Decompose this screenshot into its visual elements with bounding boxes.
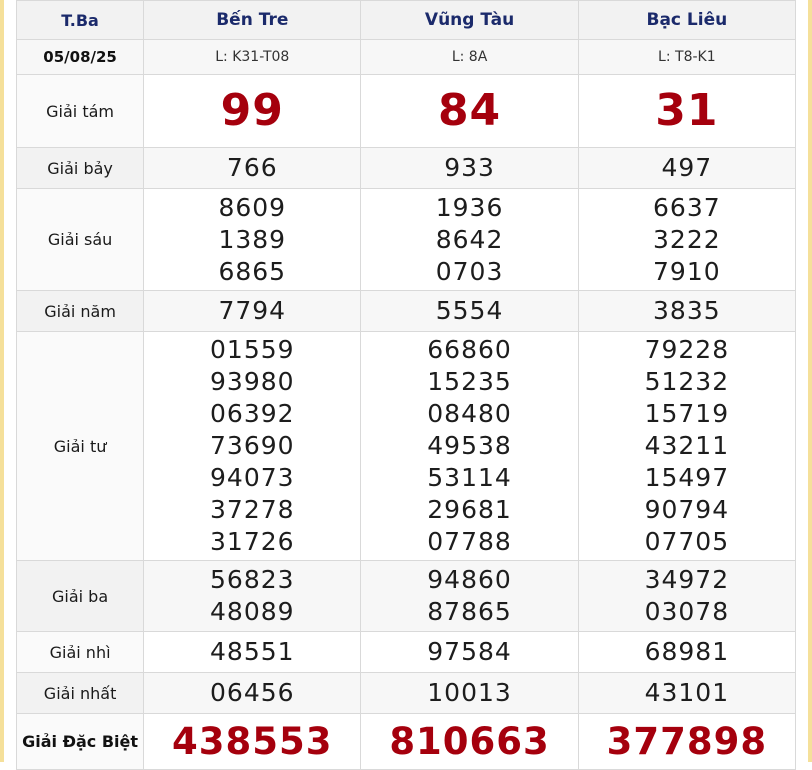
prize-number: 15235: [427, 367, 512, 396]
table-row: [17, 148, 796, 189]
prize-value-giai-nhat-bac-lieu: 43101: [578, 673, 795, 714]
prize-value-giai-nhi-bac-lieu: 68981: [578, 632, 795, 673]
prize-number: 08480: [427, 399, 512, 428]
prize-value-giai-tu-bac-lieu: [578, 332, 795, 561]
table-row: [17, 561, 796, 632]
prize-value-giai-ba-ben-tre: [144, 561, 361, 632]
prize-number: 6865: [218, 256, 287, 286]
prize-label-giai-nhat: Giải nhất: [17, 673, 144, 714]
prize-number: 93980: [210, 367, 295, 396]
header-province-bac-lieu[interactable]: Bạc Liêu: [578, 1, 795, 40]
prize-value-giai-nam-ben-tre: 7794: [144, 291, 361, 332]
prize-label-giai-nam: Giải năm: [17, 291, 144, 332]
table-row: [17, 291, 796, 332]
license-ben-tre: L: K31-T08: [144, 40, 361, 75]
prize-number: 3222: [653, 224, 721, 254]
page-edge-left: [0, 0, 4, 762]
prize-number: 66860: [427, 335, 512, 364]
header-province-ben-tre[interactable]: Bến Tre: [144, 1, 361, 40]
prize-number: 37278: [210, 495, 295, 524]
prize-value-giai-sau-bac-lieu: [578, 189, 795, 291]
prize-value-giai-sau-vung-tau: [361, 189, 578, 291]
page-edge-right: [808, 0, 812, 762]
prize-value-giai-nam-bac-lieu: 3835: [578, 291, 795, 332]
table-row: [17, 189, 796, 291]
prize-value-giai-nhi-vung-tau: 97584: [361, 632, 578, 673]
draw-date: 05/08/25: [17, 40, 144, 75]
prize-value-giai-ba-vung-tau: [361, 561, 578, 632]
prize-number: 34972: [644, 565, 730, 594]
prize-label-giai-tu: Giải tư: [17, 332, 144, 561]
table-row: [17, 632, 796, 673]
table-row: [17, 332, 796, 561]
prize-value-giai-tam-bac-lieu: 31: [578, 75, 795, 148]
prize-number: 48089: [210, 597, 295, 626]
prize-value-giai-ba-bac-lieu: [578, 561, 795, 632]
prize-number: 8642: [435, 224, 504, 254]
license-vung-tau: L: 8A: [361, 40, 578, 75]
prize-number: 03078: [644, 597, 730, 626]
lottery-results-table: [16, 0, 796, 770]
prize-label-giai-dac-biet: Giải Đặc Biệt: [17, 714, 144, 770]
prize-value-giai-dac-biet-bac-lieu: 377898: [578, 714, 795, 770]
prize-label-giai-bay: Giải bảy: [17, 148, 144, 189]
table-row: [17, 673, 796, 714]
prize-number: 07705: [644, 527, 730, 556]
prize-number: 94860: [427, 565, 512, 594]
prize-number: 07788: [427, 527, 512, 556]
prize-number: 8609: [218, 192, 287, 222]
results-table-container: [16, 0, 796, 762]
prize-number: 7910: [653, 256, 721, 286]
header-label-cell: T.Ba: [17, 1, 144, 40]
table-header-row: [17, 1, 796, 40]
prize-value-giai-nhi-ben-tre: 48551: [144, 632, 361, 673]
prize-number: 15497: [644, 463, 730, 492]
prize-value-giai-tam-ben-tre: 99: [144, 75, 361, 148]
prize-number: 90794: [644, 495, 730, 524]
prize-number: 73690: [210, 431, 295, 460]
prize-value-giai-nhat-vung-tau: 10013: [361, 673, 578, 714]
prize-value-giai-bay-vung-tau: 933: [361, 148, 578, 189]
table-row: [17, 75, 796, 148]
prize-value-giai-bay-ben-tre: 766: [144, 148, 361, 189]
header-province-vung-tau[interactable]: Vũng Tàu: [361, 1, 578, 40]
prize-number: 79228: [644, 335, 730, 364]
prize-value-giai-dac-biet-ben-tre: 438553: [144, 714, 361, 770]
prize-number: 43211: [644, 431, 730, 460]
prize-value-giai-bay-bac-lieu: 497: [578, 148, 795, 189]
prize-number: 6637: [653, 192, 721, 222]
prize-label-giai-tam: Giải tám: [17, 75, 144, 148]
prize-number: 06392: [210, 399, 295, 428]
prize-value-giai-tam-vung-tau: 84: [361, 75, 578, 148]
prize-number: 0703: [435, 256, 504, 286]
table-row: [17, 714, 796, 770]
prize-number: 1936: [435, 192, 504, 222]
prize-number: 15719: [644, 399, 730, 428]
prize-number: 51232: [644, 367, 730, 396]
prize-number: 01559: [210, 335, 295, 364]
prize-number: 49538: [427, 431, 512, 460]
prize-value-giai-dac-biet-vung-tau: 810663: [361, 714, 578, 770]
prize-number: 29681: [427, 495, 512, 524]
prize-label-giai-ba: Giải ba: [17, 561, 144, 632]
prize-value-giai-nhat-ben-tre: 06456: [144, 673, 361, 714]
prize-number: 87865: [427, 597, 512, 626]
prize-number: 94073: [210, 463, 295, 492]
prize-label-giai-sau: Giải sáu: [17, 189, 144, 291]
prize-number: 53114: [427, 463, 512, 492]
table-subheader-row: [17, 40, 796, 75]
license-bac-lieu: L: T8-K1: [578, 40, 795, 75]
prize-number: 1389: [218, 224, 287, 254]
prize-number: 56823: [210, 565, 295, 594]
prize-value-giai-sau-ben-tre: [144, 189, 361, 291]
prize-value-giai-tu-vung-tau: [361, 332, 578, 561]
prize-value-giai-nam-vung-tau: 5554: [361, 291, 578, 332]
prize-label-giai-nhi: Giải nhì: [17, 632, 144, 673]
prize-value-giai-tu-ben-tre: [144, 332, 361, 561]
prize-number: 31726: [210, 527, 295, 556]
